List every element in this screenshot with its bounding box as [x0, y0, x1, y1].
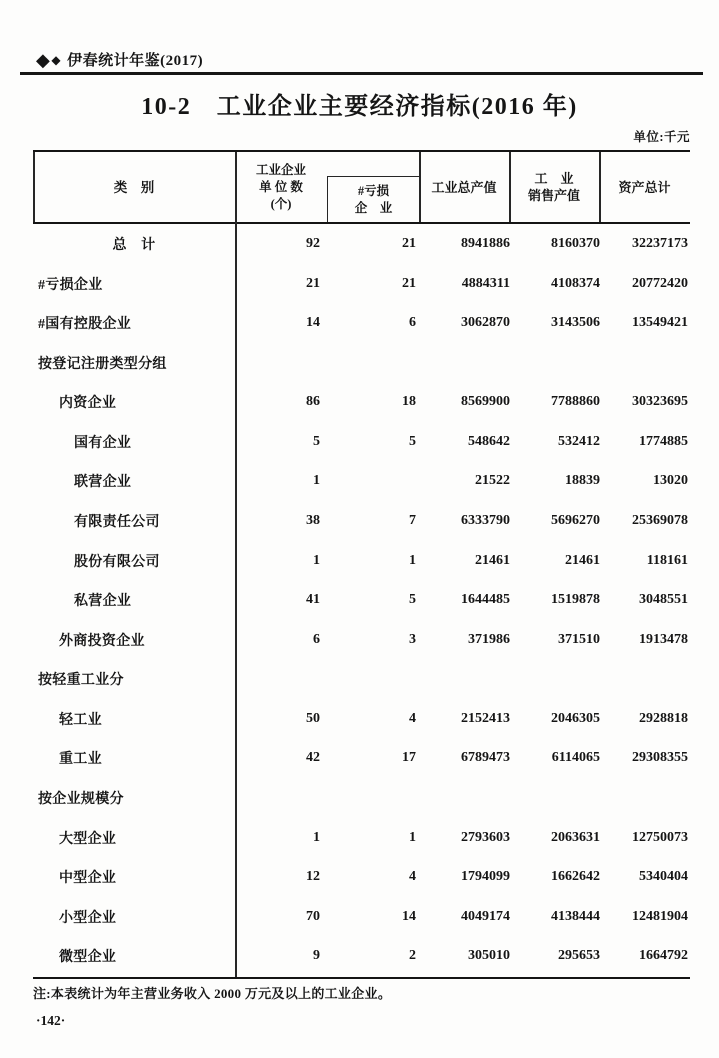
row-label: 有限责任公司: [74, 515, 160, 531]
table-row: [33, 303, 690, 343]
cell-enterprise-count: 70: [306, 908, 320, 924]
cell-sales-value: 1662642: [551, 869, 600, 885]
cell-total-assets: 13549421: [632, 315, 688, 331]
row-label: 国有企业: [74, 435, 132, 451]
statistics-table: [33, 150, 690, 979]
cell-sales-value: 8160370: [551, 235, 600, 251]
yearbook-label: 伊春统计年鉴(2017): [67, 53, 204, 69]
table-row: [33, 699, 690, 739]
row-label: 中型企业: [59, 871, 117, 887]
cell-gross-output: 21522: [475, 473, 510, 489]
column-header-loss-enterprises: #亏损 企 业: [327, 176, 419, 222]
row-label: 大型企业: [59, 831, 117, 847]
cell-gross-output: 1794099: [461, 869, 510, 885]
cell-total-assets: 2928818: [639, 710, 688, 726]
table-row: [33, 778, 690, 818]
row-label: 股份有限公司: [74, 554, 160, 570]
cell-sales-value: 371510: [558, 631, 600, 647]
row-label: 微型企业: [59, 950, 117, 966]
cell-sales-value: 3143506: [551, 315, 600, 331]
cell-total-assets: 12750073: [632, 829, 688, 845]
row-label: 按登记注册类型分组: [38, 356, 167, 372]
cell-loss-count: 4: [409, 710, 416, 726]
cell-loss-count: 21: [402, 275, 416, 291]
cell-loss-count: 14: [402, 908, 416, 924]
cell-sales-value: 1519878: [551, 592, 600, 608]
table-row: [33, 383, 690, 423]
diamond-small-icon: ◆: [51, 52, 62, 67]
cell-loss-count: 2: [409, 948, 416, 964]
cell-enterprise-count: 21: [306, 275, 320, 291]
cell-gross-output: 6789473: [461, 750, 510, 766]
cell-enterprise-count: 50: [306, 710, 320, 726]
cell-total-assets: 20772420: [632, 275, 688, 291]
table-row: [33, 343, 690, 383]
cell-total-assets: 32237173: [632, 235, 688, 251]
cell-gross-output: 4884311: [461, 275, 510, 291]
cell-enterprise-count: 1: [313, 473, 320, 489]
cell-loss-count: 5: [409, 592, 416, 608]
cell-sales-value: 295653: [558, 948, 600, 964]
cell-loss-count: 18: [402, 394, 416, 410]
cell-loss-count: 17: [402, 750, 416, 766]
cell-gross-output: 21461: [475, 552, 510, 568]
row-label: 按企业规模分: [38, 792, 124, 808]
header-rule: [20, 72, 703, 75]
row-label: 重工业: [59, 752, 102, 768]
cell-enterprise-count: 92: [306, 235, 320, 251]
cell-total-assets: 29308355: [632, 750, 688, 766]
cell-total-assets: 30323695: [632, 394, 688, 410]
cell-total-assets: 13020: [653, 473, 688, 489]
row-label: 外商投资企业: [59, 633, 145, 649]
cell-enterprise-count: 86: [306, 394, 320, 410]
cell-total-assets: 118161: [646, 552, 688, 568]
row-label: 轻工业: [59, 712, 102, 728]
diamond-large-icon: ◆: [36, 49, 51, 70]
cell-loss-count: 4: [409, 869, 416, 885]
cell-sales-value: 4108374: [551, 275, 600, 291]
page-title: 10-2 工业企业主要经济指标(2016 年): [141, 94, 578, 120]
cell-loss-count: 7: [409, 513, 416, 529]
cell-enterprise-count: 1: [313, 552, 320, 568]
cell-enterprise-count: 38: [306, 513, 320, 529]
row-label: #国有控股企业: [38, 317, 132, 333]
table-footnote: 注:本表统计为年主营业务收入 2000 万元及以上的工业企业。: [33, 986, 392, 1001]
cell-enterprise-count: 6: [313, 631, 320, 647]
cell-loss-count: 6: [409, 315, 416, 331]
table-row: [33, 818, 690, 858]
table-row: [33, 541, 690, 581]
cell-total-assets: 3048551: [639, 592, 688, 608]
cell-sales-value: 2046305: [551, 710, 600, 726]
page-number: ·142·: [36, 1013, 66, 1028]
cell-sales-value: 5696270: [551, 513, 600, 529]
cell-sales-value: 4138444: [551, 908, 600, 924]
column-header-total-assets: 资产总计: [618, 179, 671, 195]
cell-total-assets: 12481904: [632, 908, 688, 924]
cell-enterprise-count: 5: [313, 433, 320, 449]
cell-total-assets: 1774885: [639, 433, 688, 449]
cell-sales-value: 2063631: [551, 829, 600, 845]
cell-enterprise-count: 9: [313, 948, 320, 964]
table-row: [33, 422, 690, 462]
cell-total-assets: 25369078: [632, 513, 688, 529]
cell-total-assets: 1664792: [639, 948, 688, 964]
row-label: 内资企业: [59, 396, 117, 412]
cell-gross-output: 8941886: [461, 235, 510, 251]
table-body: [33, 224, 690, 976]
cell-sales-value: 21461: [565, 552, 600, 568]
table-row: [33, 897, 690, 937]
cell-gross-output: 1644485: [461, 592, 510, 608]
cell-gross-output: 2793603: [461, 829, 510, 845]
table-row: [33, 462, 690, 502]
cell-gross-output: 8569900: [461, 394, 510, 410]
cell-gross-output: 305010: [468, 948, 510, 964]
column-header-enterprise-count: 工业企业 单 位 数 (个): [255, 162, 306, 211]
table-row: [33, 660, 690, 700]
cell-loss-count: 5: [409, 433, 416, 449]
table-row: [33, 264, 690, 304]
cell-gross-output: 4049174: [461, 908, 510, 924]
cell-enterprise-count: 42: [306, 750, 320, 766]
row-label: 私营企业: [74, 594, 132, 610]
table-row: [33, 620, 690, 660]
table-row: [33, 739, 690, 779]
cell-total-assets: 5340404: [639, 869, 688, 885]
cell-enterprise-count: 41: [306, 592, 320, 608]
table-row: [33, 857, 690, 897]
cell-sales-value: 7788860: [551, 394, 600, 410]
row-label: 小型企业: [59, 910, 117, 926]
unit-label: 单位:千元: [633, 130, 690, 144]
cell-enterprise-count: 12: [306, 869, 320, 885]
cell-gross-output: 2152413: [461, 710, 510, 726]
cell-loss-count: 21: [402, 235, 416, 251]
cell-enterprise-count: 14: [306, 315, 320, 331]
table-row: [33, 580, 690, 620]
cell-sales-value: 18839: [565, 473, 600, 489]
yearbook-brand: [36, 49, 203, 70]
cell-gross-output: 548642: [468, 433, 510, 449]
cell-enterprise-count: 1: [313, 829, 320, 845]
cell-loss-count: 3: [409, 631, 416, 647]
table-row: [33, 937, 690, 977]
table-row: [33, 224, 690, 264]
table-header: [33, 152, 690, 224]
cell-loss-count: 1: [409, 829, 416, 845]
row-label: 按轻重工业分: [38, 673, 124, 689]
cell-total-assets: 1913478: [639, 631, 688, 647]
cell-loss-count: 1: [409, 552, 416, 568]
cell-sales-value: 532412: [558, 433, 600, 449]
row-label: 总 计: [112, 237, 156, 253]
cell-gross-output: 3062870: [461, 315, 510, 331]
cell-gross-output: 371986: [468, 631, 510, 647]
column-header-gross-output: 工业总产值: [431, 179, 497, 195]
cell-sales-value: 6114065: [551, 750, 600, 766]
row-label: #亏损企业: [38, 277, 103, 293]
table-row: [33, 501, 690, 541]
row-label: 联营企业: [74, 475, 132, 491]
column-header-sales-value: 工 业 销售产值: [527, 171, 580, 203]
column-header-category: 类 别: [113, 179, 155, 195]
cell-gross-output: 6333790: [461, 513, 510, 529]
